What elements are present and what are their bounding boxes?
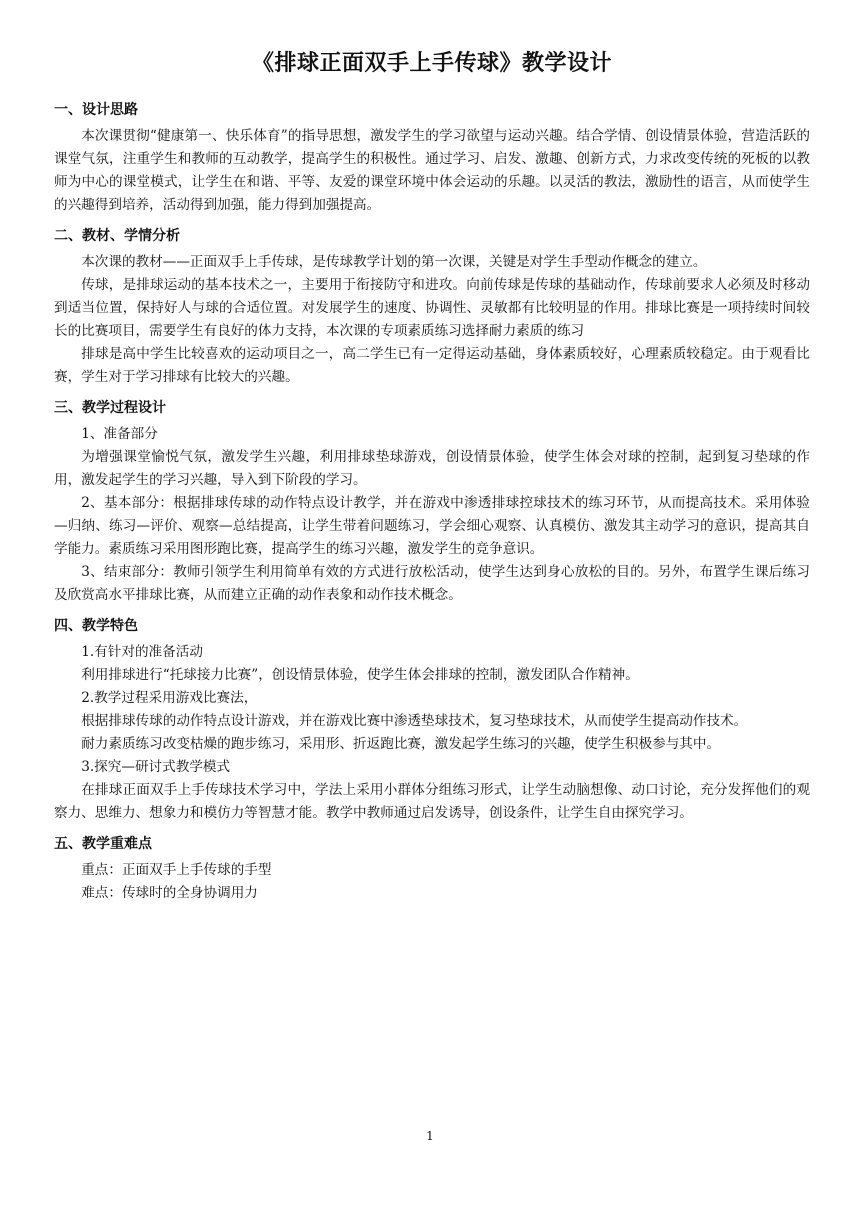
- paragraph: 在排球正面双手上手传球技术学习中，学法上采用小群体分组练习形式，让学生动脑想像、动口讨论，充分发挥他们的观察力、思维力、想象力和模仿力等智慧才能。教学中教师通过启发诱导，创设条件，让学生自由探究学习。: [54, 782, 810, 821]
- section-heading: 一、设计思路: [54, 102, 138, 118]
- paragraph: 3.探究—研讨式教学模式: [81, 759, 231, 775]
- paragraph: 本次课的教材——正面双手上手传球，是传球教学计划的第一次课，关键是对学生手型动作概念的建立。: [81, 254, 707, 270]
- section-5: [54, 833, 810, 905]
- section-1: [54, 99, 810, 217]
- document-page: [54, 46, 810, 911]
- paragraph: 本次课贯彻“健康第一、快乐体育”的指导思想，激发学生的学习欲望与运动兴趣。结合学情、创设情景体验，营造活跃的课堂气氛，注重学生和教师的互动教学，提高学生的积极性。通过学习、启发、激趣、创新方式，力求改变传统的死板的以教师为中心的课堂模式，让学生在和谐、平等、友爱的课堂环境中体会运动的乐趣。以灵活的教法，激励性的语言，从而使学生的兴趣得到培养，活动得到加强，能力得到加强提高。: [54, 128, 810, 213]
- paragraph: 利用排球进行“托球接力比赛”，创设情景体验，使学生体会排球的控制，激发团队合作精神。: [81, 667, 639, 683]
- paragraph: 3、结束部分：教师引领学生利用简单有效的方式进行放松活动，使学生达到身心放松的目的。另外，布置学生课后练习及欣赏高水平排球比赛，从而建立正确的动作表象和动作技术概念。: [54, 564, 810, 603]
- document-title: 《排球正面双手上手传球》教学设计: [251, 50, 612, 76]
- paragraph: 1.有针对的准备活动: [81, 644, 203, 660]
- paragraph: 重点：正面双手上手传球的手型: [81, 862, 272, 878]
- paragraph: 耐力素质练习改变枯燥的跑步练习，采用形、折返跑比赛，激发起学生练习的兴趣，使学生积极参与其中。: [81, 736, 721, 752]
- section-3: [54, 397, 810, 607]
- paragraph: 根据排球传球的动作特点设计游戏，并在游戏比赛中渗透垫球技术，复习垫球技术，从而使学生提高动作技术。: [81, 713, 748, 729]
- page-number: 1: [426, 1129, 434, 1143]
- document-body: [54, 99, 810, 905]
- section-heading: 二、教材、学情分析: [54, 228, 180, 244]
- section-heading: 五、教学重难点: [54, 836, 152, 852]
- paragraph: 2、基本部分：根据排球传球的动作特点设计教学，并在游戏中渗透排球控球技术的练习环节，从而提高技术。采用体验—归纳、练习—评价、观察—总结提高，让学生带着问题练习，学会细心观察、认真模仿、激发其主动学习的意识，提高其自学能力。素质练习采用图形跑比赛，提高学生的练习兴趣，激发学生的竞争意识。: [54, 495, 810, 557]
- paragraph: 传球，是排球运动的基本技术之一，主要用于衔接防守和进攻。向前传球是传球的基础动作，传球前要求人必须及时移动到适当位置，保持好人与球的合适位置。对发展学生的速度、协调性、灵敏都有比较明显的作用。排球比赛是一项持续时间较长的比赛项目，需要学生有良好的体力支持，本次课的专项素质练习选择耐力素质的练习: [54, 277, 810, 339]
- paragraph: 1、准备部分: [81, 426, 158, 442]
- paragraph: 排球是高中学生比较喜欢的运动项目之一，高二学生已有一定得运动基础，身体素质较好，心理素质较稳定。由于观看比赛，学生对于学习排球有比较大的兴趣。: [54, 346, 810, 385]
- section-heading: 四、教学特色: [54, 618, 138, 634]
- section-heading: 三、教学过程设计: [54, 400, 166, 416]
- section-2: [54, 225, 810, 389]
- paragraph: 难点：传球时的全身协调用力: [81, 885, 258, 901]
- section-4: [54, 615, 810, 825]
- paragraph: 2.教学过程采用游戏比赛法，: [81, 690, 258, 706]
- paragraph: 为增强课堂愉悦气氛，激发学生兴趣，利用排球垫球游戏，创设情景体验，使学生体会对球的控制，起到复习垫球的作用，激发起学生的学习兴趣，导入到下阶段的学习。: [54, 449, 810, 488]
